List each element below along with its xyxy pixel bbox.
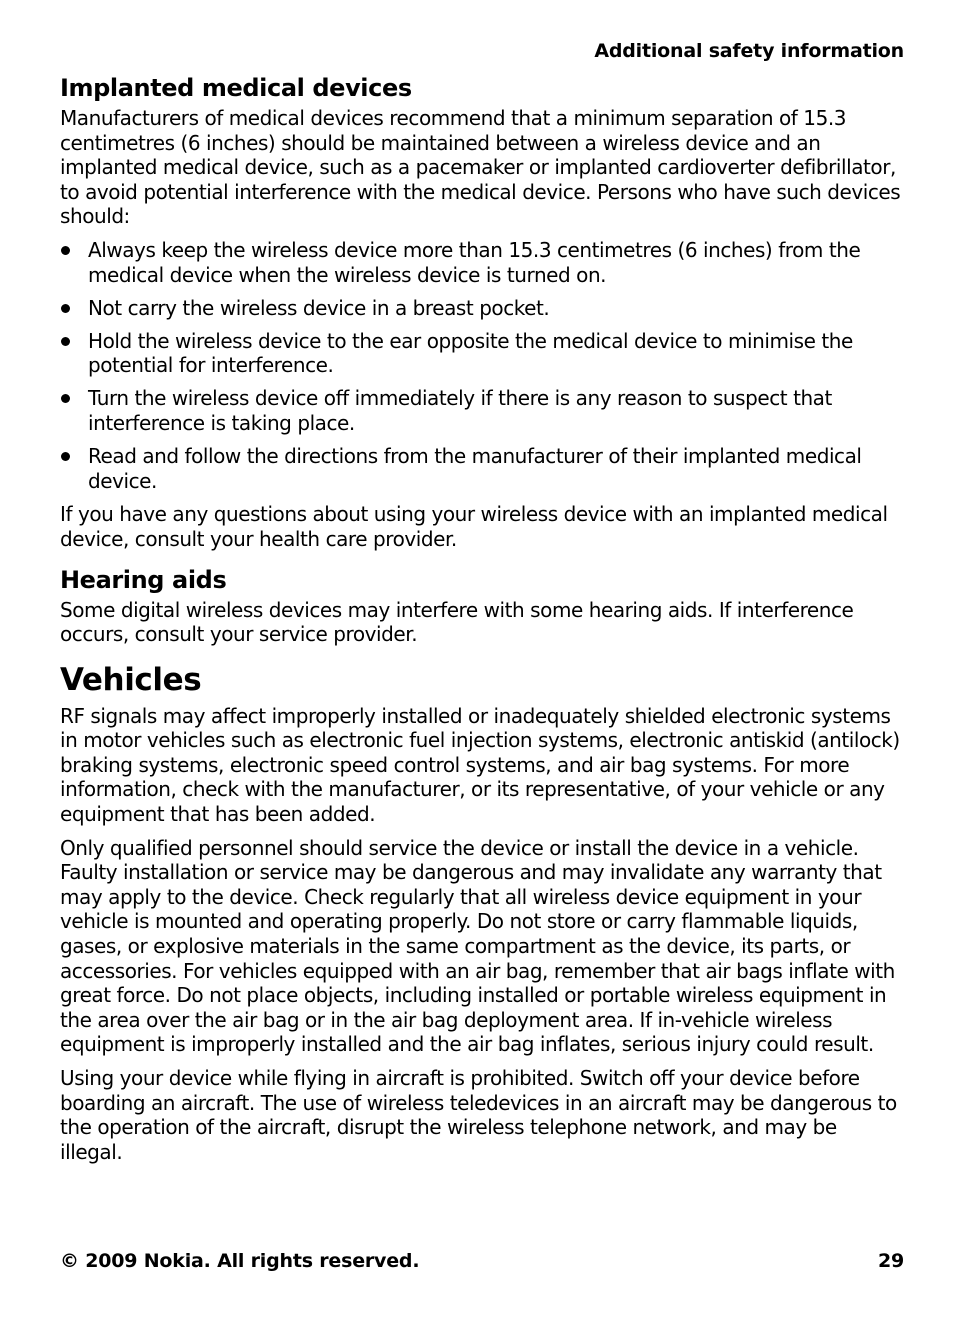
list-item <box>60 238 904 287</box>
list-item <box>60 296 904 321</box>
vehicles-paragraph-aircraft: Using your device while flying in aircraft is prohibited. Switch off your device before boarding an aircraft. The use of wireless teledevices in an aircraft may be dangerous to the operation of the aircraft, disrupt the wireless telephone network, and may be illegal. <box>60 1066 897 1164</box>
hearing-aids-paragraph: Some digital wireless devices may interfere with some hearing aids. If interference occurs, consult your service provider. <box>60 597 854 647</box>
implanted-closing-paragraph: If you have any questions about using your wireless device with an implanted medical device, consult your health care provider. <box>60 502 888 551</box>
running-header: Additional safety information <box>594 40 904 62</box>
hearing-aids-section <box>60 566 904 647</box>
vehicles-paragraph-rf-signals: RF signals may affect improperly installed or inadequately shielded electronic systems in motor vehicles such as electronic fuel injection systems, electronic antiskid (antilock) braking systems, electronic speed control systems, and air bag systems. For more information, check with the manufacturer, or its representative, of your vehicle or any equipment that has been added. <box>60 703 900 827</box>
vehicles-heading: Vehicles <box>60 661 202 698</box>
vehicles-paragraph-installation: Only qualified personnel should service the device or install the device in a vehicle. Faulty installation or service may be dangerous and may invalidate any warranty that may apply to the device. Check regularly that all wireless device equipment in your vehicle is mounted and operating properly. Do not store or carry flammable liquids, gases, or explosive materials in the same compartment as the device, its parts, or accessories. For vehicles equipped with an air bag, remember that air bags inflate with great force. Do not place objects, including installed or portable wireless equipment in the area over the air bag or in the air bag deployment area. If in-vehicle wireless equipment is improperly installed and the air bag inflates, serious injury could result. <box>60 835 895 1057</box>
implanted-medical-devices-section <box>60 74 904 552</box>
list-item <box>60 444 904 493</box>
list-item-text: Read and follow the directions from the manufacturer of their implanted medical device. <box>88 444 862 493</box>
page-content <box>60 74 904 1173</box>
page-number: 29 <box>877 1250 904 1272</box>
list-item-text: Hold the wireless device to the ear opposite the medical device to minimise the potential for interference. <box>88 328 853 378</box>
implanted-bullet-list <box>60 238 904 493</box>
bullet-icon <box>61 246 70 255</box>
bullet-icon <box>61 452 70 461</box>
hearing-aids-heading: Hearing aids <box>60 565 227 594</box>
copyright-notice: © 2009 Nokia. All rights reserved. <box>60 1250 420 1272</box>
document-page <box>60 0 904 1322</box>
list-item-text: Always keep the wireless device more than 15.3 centimetres (6 inches) from the medical device when the wireless device is turned on. <box>88 237 861 287</box>
vehicles-section <box>60 662 904 1165</box>
list-item-text: Not carry the wireless device in a breast pocket. <box>88 295 550 320</box>
bullet-icon <box>61 304 70 313</box>
list-item-text: Turn the wireless device off immediately if there is any reason to suspect that interference is taking place. <box>88 386 832 436</box>
implanted-intro-paragraph: Manufacturers of medical devices recommend that a minimum separation of 15.3 centimetres (6 inches) should be maintained between a wireless device and an implanted medical device, such as a pacemaker or implanted cardioverter defibrillator, to avoid potential interference with the medical device. Persons who have such devices should: <box>60 106 901 229</box>
list-item <box>60 329 904 378</box>
bullet-icon <box>61 394 70 403</box>
list-item <box>60 386 904 435</box>
implanted-medical-devices-heading: Implanted medical devices <box>60 74 412 102</box>
bullet-icon <box>61 337 70 346</box>
